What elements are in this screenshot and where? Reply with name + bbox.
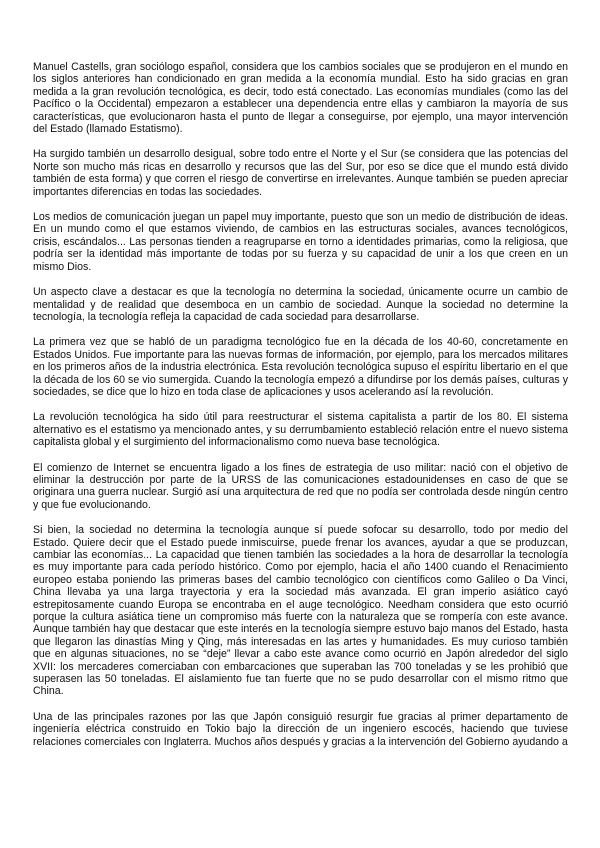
- paragraph-internet: El comienzo de Internet se encuentra ligado a los fines de estrategia de uso militar: nació con el objetivo de eliminar la destrucción por parte de la URSS de las comunicaciones estadounidenses en caso de que se originara una guerra nuclear. Surgió así una arquitectura de red que no podía ser controlada desde ningún centro y que fue evolucionando.: [33, 461, 568, 511]
- paragraph-estado-tecnologia: Si bien, la sociedad no determina la tecnología aunque sí puede sofocar su desarrollo, todo por medio del Estado. Quiere decir que el Estado puede inmiscuirse, puede frenar los avances, ayudar a que se produzcan, cambiar las economías... La capacidad que tienen también las sociedades a la hora de desarrollar la tecnología es muy importante para cada período histórico. Como por ejemplo, hacia el año 1400 cuando el Renacimiento europeo estaba poniendo las primeras bases del cambio tecnológico con científicos como Galileo o Da Vinci, China llevaba ya una larga trayectoria y era la sociedad más avanzada. El gran imperio asiático cayó estrepitosamente cuando Europa se encontraba en el auge tecnológico. Needham considera que esto ocurrió porque la cultura asiática tiene un compromiso más fuerte con la naturaleza que se rompería con este avance. Aunque también hay que destacar que este interés en la tecnología siempre estuvo bajo manos del Estado, hasta que llegaron las dinastías Ming y Qing, más interesadas en las artes y humanidades. Es muy curioso también que en algunas situaciones, no se “deje” llevar a cabo este avance como ocurrió en Japón alrededor del siglo XVII: los mercaderes comerciaban con embarcaciones que superaban las 700 toneladas y se les prohibió que superasen las 50 toneladas. El aislamiento fue tan fuerte que no se pudo desarrollar con el mismo ritmo que China.: [33, 524, 568, 698]
- paragraph-japon: Una de las principales razones por las que Japón consiguió resurgir fue gracias al primer departamento de ingeniería eléctrica construido en Tokio bajo la dirección de un ingeniero escocés, haciendo que tuviese relaciones comerciales con Inglaterra. Muchos años después y gracias a la intervención del Gobierno ayudando a: [33, 710, 568, 748]
- paragraph-tecnologia-sociedad: Un aspecto clave a destacar es que la tecnología no determina la sociedad, únicamente ocurre un cambio de mentalidad y de realidad que desemboca en un cambio de sociedad. Aunque la sociedad no determine la tecnología, la tecnología refleja la capacidad de cada sociedad para desarrollarse.: [33, 286, 568, 323]
- document-body: [33, 61, 568, 761]
- paragraph-paradigma-tecnologico: La primera vez que se habló de un paradigma tecnológico fue en la década de los 40-60, concretamente en Estados Unidos. Fue importante para las nuevas formas de información, por ejemplo, para los mercados militares en los primeros años de la industria electrónica. Esta revolución tecnológica supuso el espíritu libertario en el que la década de los 60 se vio sumergida. Cuando la tecnología empezó a difundirse por los demás países, culturas y sociedades, se dice que lo hizo en toda clase de aplicaciones y usos acelerando así la revolución.: [33, 336, 568, 398]
- paragraph-revolucion-capitalista: La revolución tecnológica ha sido útil para reestructurar el sistema capitalista a partir de los 80. El sistema alternativo es el estatismo ya mencionado antes, y su derrumbamiento estableció relación entre el nuevo sistema capitalista global y el surgimiento del informacionalismo como nueva base tecnológica.: [33, 411, 568, 449]
- paragraph-castells: Manuel Castells, gran sociólogo español, considera que los cambios sociales que se produjeron en el mundo en los siglos anteriores han condicionado en gran medida a la economía mundial. Esto ha sido gracias en gran medida a la gran revolución tecnológica, es decir, todo está conectado. Las economías mundiales (como las del Pacífico o la Occidental) empezaron a establecer una dependencia entre ellas y cambiaron la mayoría de sus características, que evolucionaron hasta el punto de llegar a conseguirse, por ejemplo, una mayor intervención del Estado (llamado Estatismo).: [33, 61, 568, 136]
- paragraph-medios-comunicacion: Los medios de comunicación juegan un papel muy importante, puesto que son un medio de distribución de ideas. En un mundo como el que estamos viviendo, de cambios en las estructuras sociales, avances tecnológicos, crisis, escándalos... Las personas tienden a reagruparse en torno a identidades primarias, como la religiosa, que podría ser la identidad más importante de todas por su fuerza y su capacidad de unir a los que creen en un mismo Dios.: [33, 211, 568, 273]
- paragraph-desarrollo-desigual: Ha surgido también un desarrollo desigual, sobre todo entre el Norte y el Sur (se considera que las potencias del Norte son mucho más ricas en desarrollo y recursos que las del Sur, por eso se dice que el mundo está divido también de esta forma) y que corren el riesgo de convertirse en irrelevantes. Aunque también se pueden apreciar importantes diferencias en todas las sociedades.: [33, 148, 568, 198]
